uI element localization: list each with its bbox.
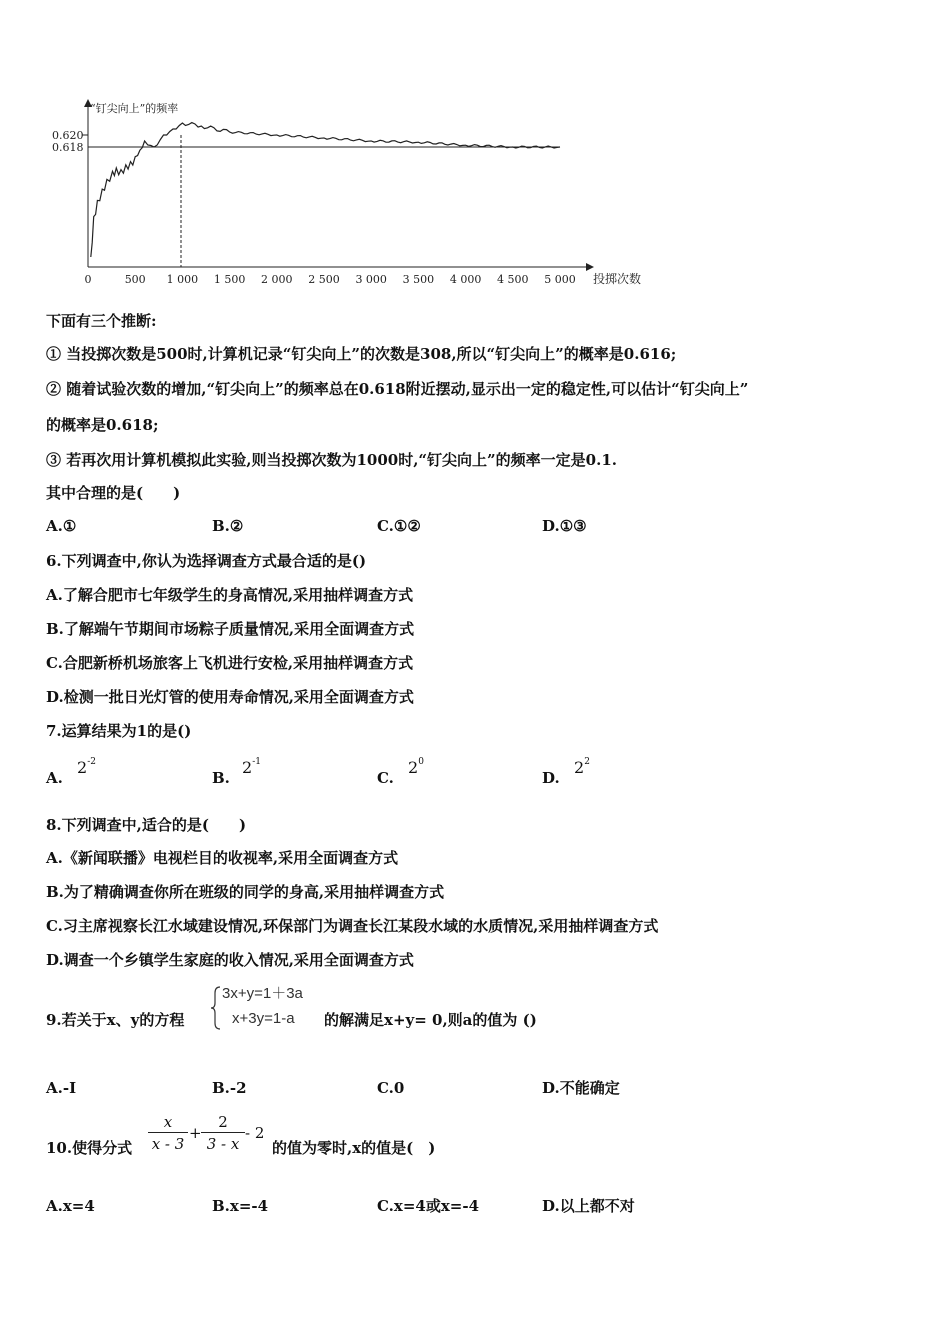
q10-stem-before: 10.使得分式 — [46, 1139, 133, 1157]
y-axis-label: “钉尖向上”的频率 — [90, 102, 179, 115]
frequency-chart — [40, 95, 660, 295]
q7-option-c[interactable] — [377, 768, 394, 788]
q5-stem: 其中合理的是( ) — [46, 484, 181, 502]
q5-option-c[interactable]: C.①② — [377, 517, 421, 535]
q6-option-a[interactable]: A.了解合肥市七年级学生的身高情况,采用抽样调查方式 — [46, 586, 414, 604]
q10-stem-after: 的值为零时,x的值是( ) — [272, 1139, 436, 1157]
x-tick-label: 5 000 — [544, 273, 576, 286]
q9-eq2: x+3y=1-a — [232, 1010, 295, 1027]
q10-option-d[interactable]: D.以上都不对 — [542, 1197, 635, 1215]
q7-option-d[interactable] — [542, 768, 560, 788]
q10-minus-2: - 2 — [245, 1124, 265, 1142]
q7-power-c: $2^0$ — [408, 756, 424, 777]
inference-3: ③ 若再次用计算机模拟此实验,则当投掷次数为1000时,“钉尖向上”的频率一定是0.1. — [46, 451, 617, 469]
q9-stem-before: 9.若关于x、y的方程 — [46, 1011, 185, 1029]
q10-fraction-2: 2 3 - x — [201, 1112, 245, 1155]
q10-plus: + — [189, 1124, 202, 1142]
q5-option-a[interactable]: A.① — [46, 517, 77, 535]
q7-option-b[interactable] — [212, 768, 230, 788]
q7-option-a[interactable] — [46, 768, 63, 788]
q5-option-b[interactable]: B.② — [212, 517, 244, 535]
q6-option-d[interactable]: D.检测一批日光灯管的使用寿命情况,采用全面调查方式 — [46, 688, 414, 706]
y-tick-0620: 0.620 — [52, 129, 84, 142]
q7-label-d: D. — [542, 769, 560, 787]
inference-2-cont: 的概率是0.618; — [46, 416, 159, 434]
q7-power-a: $2^{-2}$ — [77, 756, 96, 777]
q9-brace — [210, 985, 222, 1031]
x-tick-label: 1 500 — [213, 273, 246, 286]
q6-option-b[interactable]: B.了解端午节期间市场粽子质量情况,采用全面调查方式 — [46, 620, 415, 638]
q8-option-a[interactable]: A.《新闻联播》电视栏目的收视率,采用全面调查方式 — [46, 849, 399, 867]
q8-option-c[interactable]: C.习主席视察长江水域建设情况,环保部门为调查长江某段水域的水质情况,采用抽样调查方式 — [46, 917, 659, 935]
q6-option-c[interactable]: C.合肥新桥机场旅客上飞机进行安检,采用抽样调查方式 — [46, 654, 414, 672]
q10-fraction-1: x x - 3 — [148, 1112, 188, 1155]
q8-option-b[interactable]: B.为了精确调查你所在班级的同学的身高,采用抽样调查方式 — [46, 883, 445, 901]
x-tick-label: 500 — [124, 273, 146, 286]
q10-option-c[interactable]: C.x=4或x=-4 — [377, 1197, 480, 1215]
x-tick-label: 4 000 — [449, 273, 482, 286]
inference-2: ② 随着试验次数的增加,“钉尖向上”的频率总在0.618附近摆动,显示出一定的稳定性,可以估计“钉尖向上” — [46, 380, 749, 398]
q5-option-d[interactable]: D.①③ — [542, 517, 587, 535]
x-tick-label: 2 500 — [308, 273, 340, 286]
x-tick-label: 0 — [84, 273, 92, 286]
q9-option-d[interactable]: D.不能确定 — [542, 1079, 620, 1097]
y-tick-0618: 0.618 — [52, 141, 84, 154]
q9-option-c[interactable]: C.0 — [377, 1079, 405, 1097]
x-tick-label: 4 500 — [497, 273, 529, 286]
q8-stem: 8.下列调查中,适合的是( ) — [46, 816, 247, 834]
series-line — [91, 123, 560, 257]
x-tick-label: 1 000 — [166, 273, 199, 286]
q7-stem: 7.运算结果为1的是() — [46, 722, 192, 740]
x-tick-label: 3 500 — [402, 273, 435, 286]
q8-option-d[interactable]: D.调查一个乡镇学生家庭的收入情况,采用全面调查方式 — [46, 951, 414, 969]
q9-option-a[interactable]: A.-I — [46, 1079, 77, 1097]
q10-option-a[interactable]: A.x=4 — [46, 1197, 95, 1215]
q7-label-a: A. — [46, 769, 63, 787]
q7-label-c: C. — [377, 769, 394, 787]
q9-stem-after: 的解满足x+y= 0,则a的值为 () — [324, 1011, 537, 1029]
x-tick-label: 2 000 — [261, 273, 293, 286]
q9-eq1: 3x+y=1＋3a — [222, 985, 303, 1002]
intro: 下面有三个推断: — [46, 312, 157, 330]
q7-power-d: $2^2$ — [574, 756, 590, 777]
x-axis-arrow — [586, 263, 594, 271]
q7-power-b: $2^{-1}$ — [242, 756, 261, 777]
q7-label-b: B. — [212, 769, 230, 787]
inference-1: ① 当投掷次数是500时,计算机记录“钉尖向上”的次数是308,所以“钉尖向上”的概率是0.616; — [46, 345, 677, 363]
x-tick-label: 3 000 — [355, 273, 387, 286]
x-axis-label: 投掷次数 — [593, 272, 642, 286]
q10-option-b[interactable]: B.x=-4 — [212, 1197, 269, 1215]
q9-option-b[interactable]: B.-2 — [212, 1079, 247, 1097]
x-ticks — [85, 273, 576, 286]
q6-stem: 6.下列调查中,你认为选择调查方式最合适的是() — [46, 552, 367, 570]
